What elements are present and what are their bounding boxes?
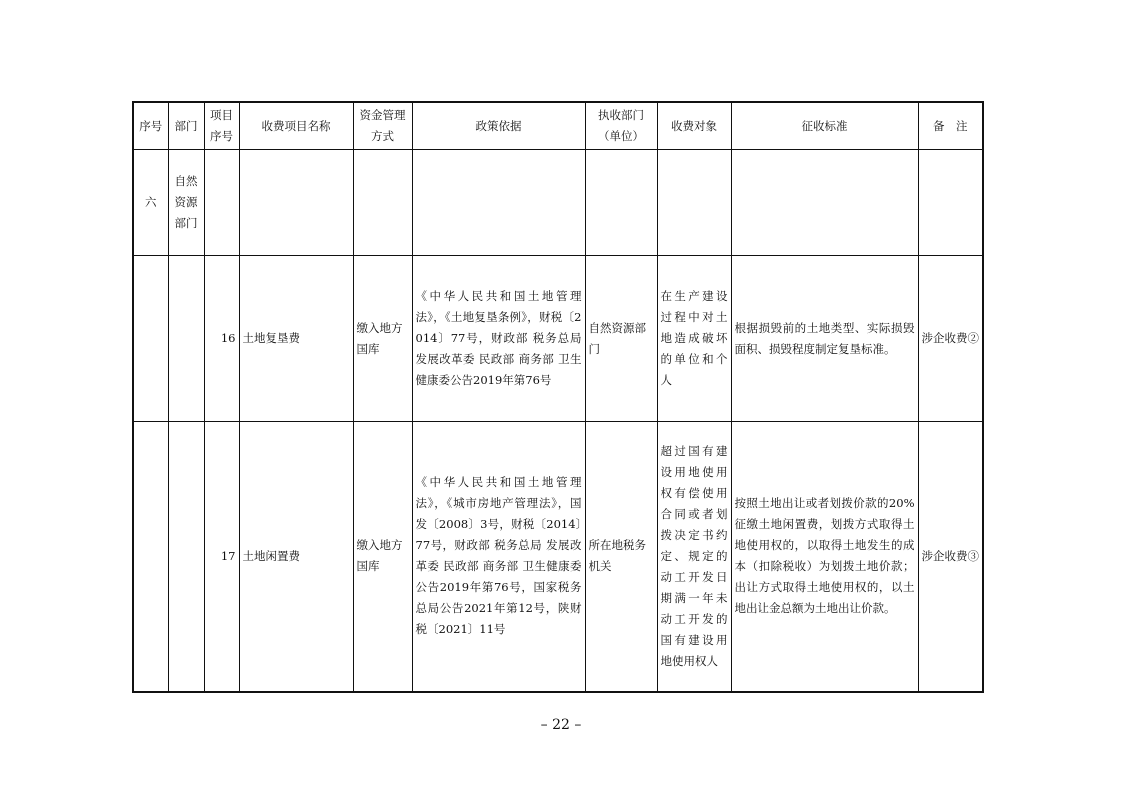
item-no: 16 bbox=[204, 256, 239, 422]
fee-name: 土地复垦费 bbox=[239, 256, 353, 422]
collector: 所在地税务机关 bbox=[585, 422, 657, 692]
note: 涉企收费② bbox=[918, 256, 983, 422]
header-payer: 收费对象 bbox=[657, 102, 731, 150]
fund-mgmt: 缴入地方国库 bbox=[353, 422, 412, 692]
header-item-no: 项目序号 bbox=[204, 102, 239, 150]
table-row bbox=[133, 422, 983, 692]
payer: 超过国有建设用地使用权有偿使用合同或者划拨决定书约定、规定的动工开发日期满一年未动工开发的国有建设用地使用权人 bbox=[657, 422, 731, 692]
header-policy: 政策依据 bbox=[412, 102, 585, 150]
standard: 按照土地出让或者划拨价款的20%征缴土地闲置费，划拨方式取得土地使用权的，以取得土地发生的成本（扣除税收）为划拨土地价款；出让方式取得土地使用权的，以土地出让金总额为土地出让价款。 bbox=[731, 422, 918, 692]
section-dept: 自然资源部门 bbox=[168, 150, 204, 256]
policy-basis: 《中华人民共和国土地管理法》，《土地复垦条例》，财税〔2014〕77号，财政部 税务总局 发展改革委 民政部 商务部 卫生健康委公告2019年第76号 bbox=[412, 256, 585, 422]
header-collector: 执收部门（单位） bbox=[585, 102, 657, 150]
header-fee-name: 收费项目名称 bbox=[239, 102, 353, 150]
collector: 自然资源部门 bbox=[585, 256, 657, 422]
header-row bbox=[133, 102, 983, 150]
section-no: 六 bbox=[133, 150, 168, 256]
item-no: 17 bbox=[204, 422, 239, 692]
payer: 在生产建设过程中对土地造成破坏的单位和个人 bbox=[657, 256, 731, 422]
page-number: – 22 – bbox=[540, 717, 582, 733]
note: 涉企收费③ bbox=[918, 422, 983, 692]
fee-table bbox=[132, 101, 984, 693]
standard: 根据损毁前的土地类型、实际损毁面积、损毁程度制定复垦标准。 bbox=[731, 256, 918, 422]
policy-basis: 《中华人民共和国土地管理法》，《城市房地产管理法》，国发〔2008〕3号，财税〔2014〕77号，财政部 税务总局 发展改革委 民政部 商务部 卫生健康委公告2019年第76号，国家税务总局公告2021年第12号，陕财税〔2021〕11号 bbox=[412, 422, 585, 692]
header-note: 备 注 bbox=[918, 102, 983, 150]
fund-mgmt: 缴入地方国库 bbox=[353, 256, 412, 422]
header-fund-mgmt: 资金管理方式 bbox=[353, 102, 412, 150]
table-row bbox=[133, 256, 983, 422]
header-dept: 部门 bbox=[168, 102, 204, 150]
section-row bbox=[133, 150, 983, 256]
fee-name: 土地闲置费 bbox=[239, 422, 353, 692]
header-seq: 序号 bbox=[133, 102, 168, 150]
header-standard: 征收标准 bbox=[731, 102, 918, 150]
